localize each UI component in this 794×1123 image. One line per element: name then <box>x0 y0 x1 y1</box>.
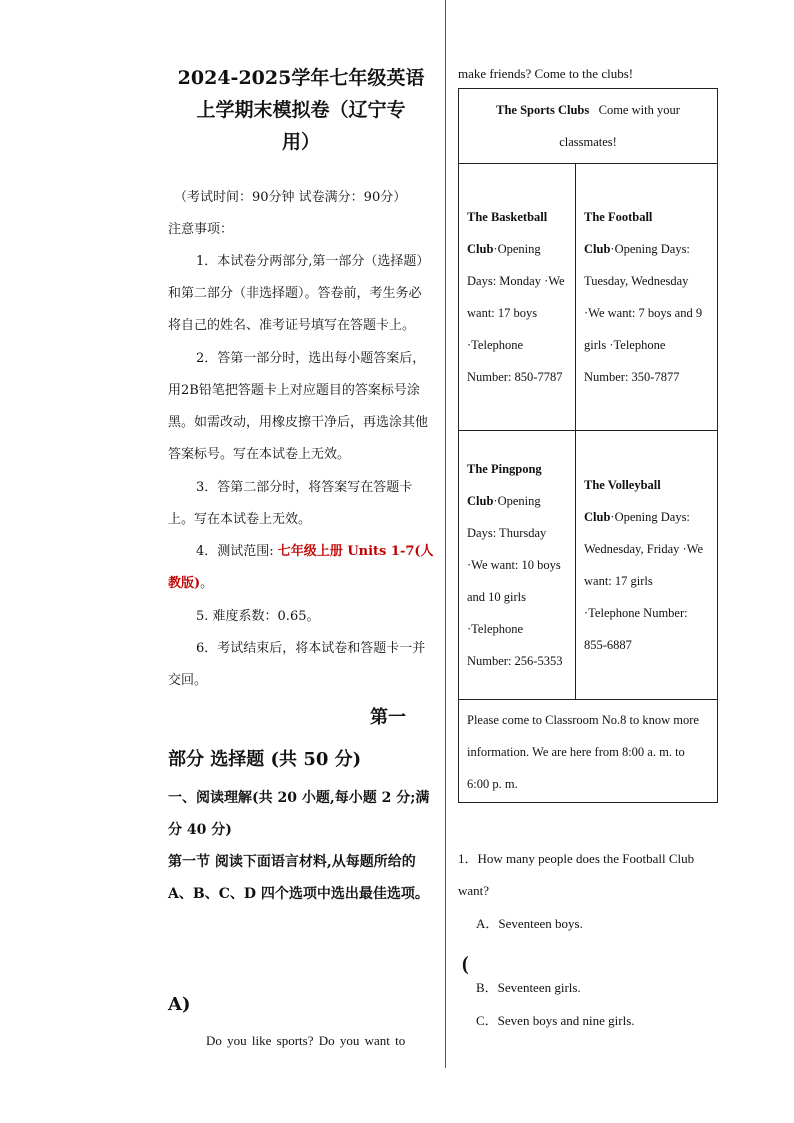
notice-item-6: 6．考试结束后，将本试卷和答题卡一并交回。 <box>168 641 426 688</box>
title-line: 2024-2025学年七年级英语 <box>177 67 425 89</box>
club-name: The Basketball Club <box>467 210 548 256</box>
question-1-stem: 1．How many people does the Football Club want? <box>458 851 695 898</box>
notice-item-5: 5. 难度系数：0.65。 <box>196 609 320 624</box>
section-heading: 一、阅读理解(共 20 小题,每小题 2 分;满分 40 分) <box>168 790 430 838</box>
test-range: 七年级上册 Units 1-7(人教版) <box>168 544 434 591</box>
column-divider <box>445 0 446 1068</box>
club-details: ·Opening Days: Tuesday, Wednesday ·We want: 7 boys and 9 girls ·Telephone Number: 350-7877 <box>584 242 703 384</box>
notice-4-prefix: 4．测试范围: <box>196 544 278 559</box>
notice-item-4 <box>168 536 434 600</box>
club-cell-football <box>576 164 718 431</box>
club-name: The Pingpong Club <box>467 462 542 508</box>
notice-item-3: 3．答第二部分时，将答案写在答题卡上。写在本试卷上无效。 <box>168 480 413 527</box>
table-subtitle: Come with your classmates! <box>559 103 680 149</box>
club-cell-pingpong <box>459 431 576 700</box>
sports-clubs-table <box>458 88 718 803</box>
subsection-heading: 第一节 阅读下面语言材料,从每题所给的 A、B、C、D 四个选项中选出最佳选项。 <box>168 854 429 902</box>
title-line: 上学期末模拟卷（辽宁专 <box>196 99 406 121</box>
option-b[interactable]: B．Seventeen girls. <box>476 980 581 995</box>
table-header <box>459 89 718 164</box>
exam-title <box>168 62 434 158</box>
table-title: The Sports Clubs <box>496 103 590 117</box>
notice-item-2: 2．答第一部分时，选出每小题答案后，用2B铅笔把答题卡上对应题目的答案标号涂黑。如需改动，用橡皮擦干净后，再选涂其他答案标号。写在本试卷上无效。 <box>168 351 429 462</box>
club-name: The Football Club <box>584 210 653 256</box>
club-cell-basketball <box>459 164 576 431</box>
club-details: ·Opening Days: Thursday ·We want: 10 boys and 10 girls ·Telephone Number: 256-5353 <box>467 494 563 668</box>
club-details: ·Opening Days: Monday ·We want: 17 boys ·Telephone Number: 850-7787 <box>467 242 565 384</box>
club-details: ·Opening Days: Wednesday, Friday ·We want: 17 girls ·Telephone Number: 855-6887 <box>584 510 704 652</box>
option-c[interactable]: C．Seven boys and nine girls. <box>476 1013 635 1028</box>
club-name: The Volleyball Club <box>584 478 661 524</box>
notice-heading: 注意事项： <box>168 222 234 237</box>
option-a[interactable]: A．Seventeen boys. <box>476 916 583 931</box>
passage-text: Do you like sports? Do you want to <box>206 1033 406 1048</box>
passage-continued: make friends? Come to the clubs! <box>458 66 634 81</box>
answer-paren: ( <box>462 953 469 975</box>
notice-item-1: 1．本试卷分两部分,第一部分（选择题）和第二部分（非选择题）。答卷前，考生务必将自己的姓名、准考证号填写在答题卡上。 <box>168 254 430 333</box>
part-heading-a: 第一 <box>370 707 406 728</box>
club-cell-volleyball <box>576 431 718 700</box>
table-footer: Please come to Classroom No.8 to know more information. We are here from 8:00 a. m. to 6:00 p. m. <box>459 700 718 803</box>
part-heading-b: 部分 选择题 (共 50 分) <box>168 749 362 770</box>
notice-4-suffix: 。 <box>200 576 214 591</box>
passage-label: A) <box>168 994 191 1015</box>
title-line: 用） <box>281 131 320 153</box>
exam-info: （考试时间：90分钟 试卷满分：90分） <box>174 190 407 205</box>
